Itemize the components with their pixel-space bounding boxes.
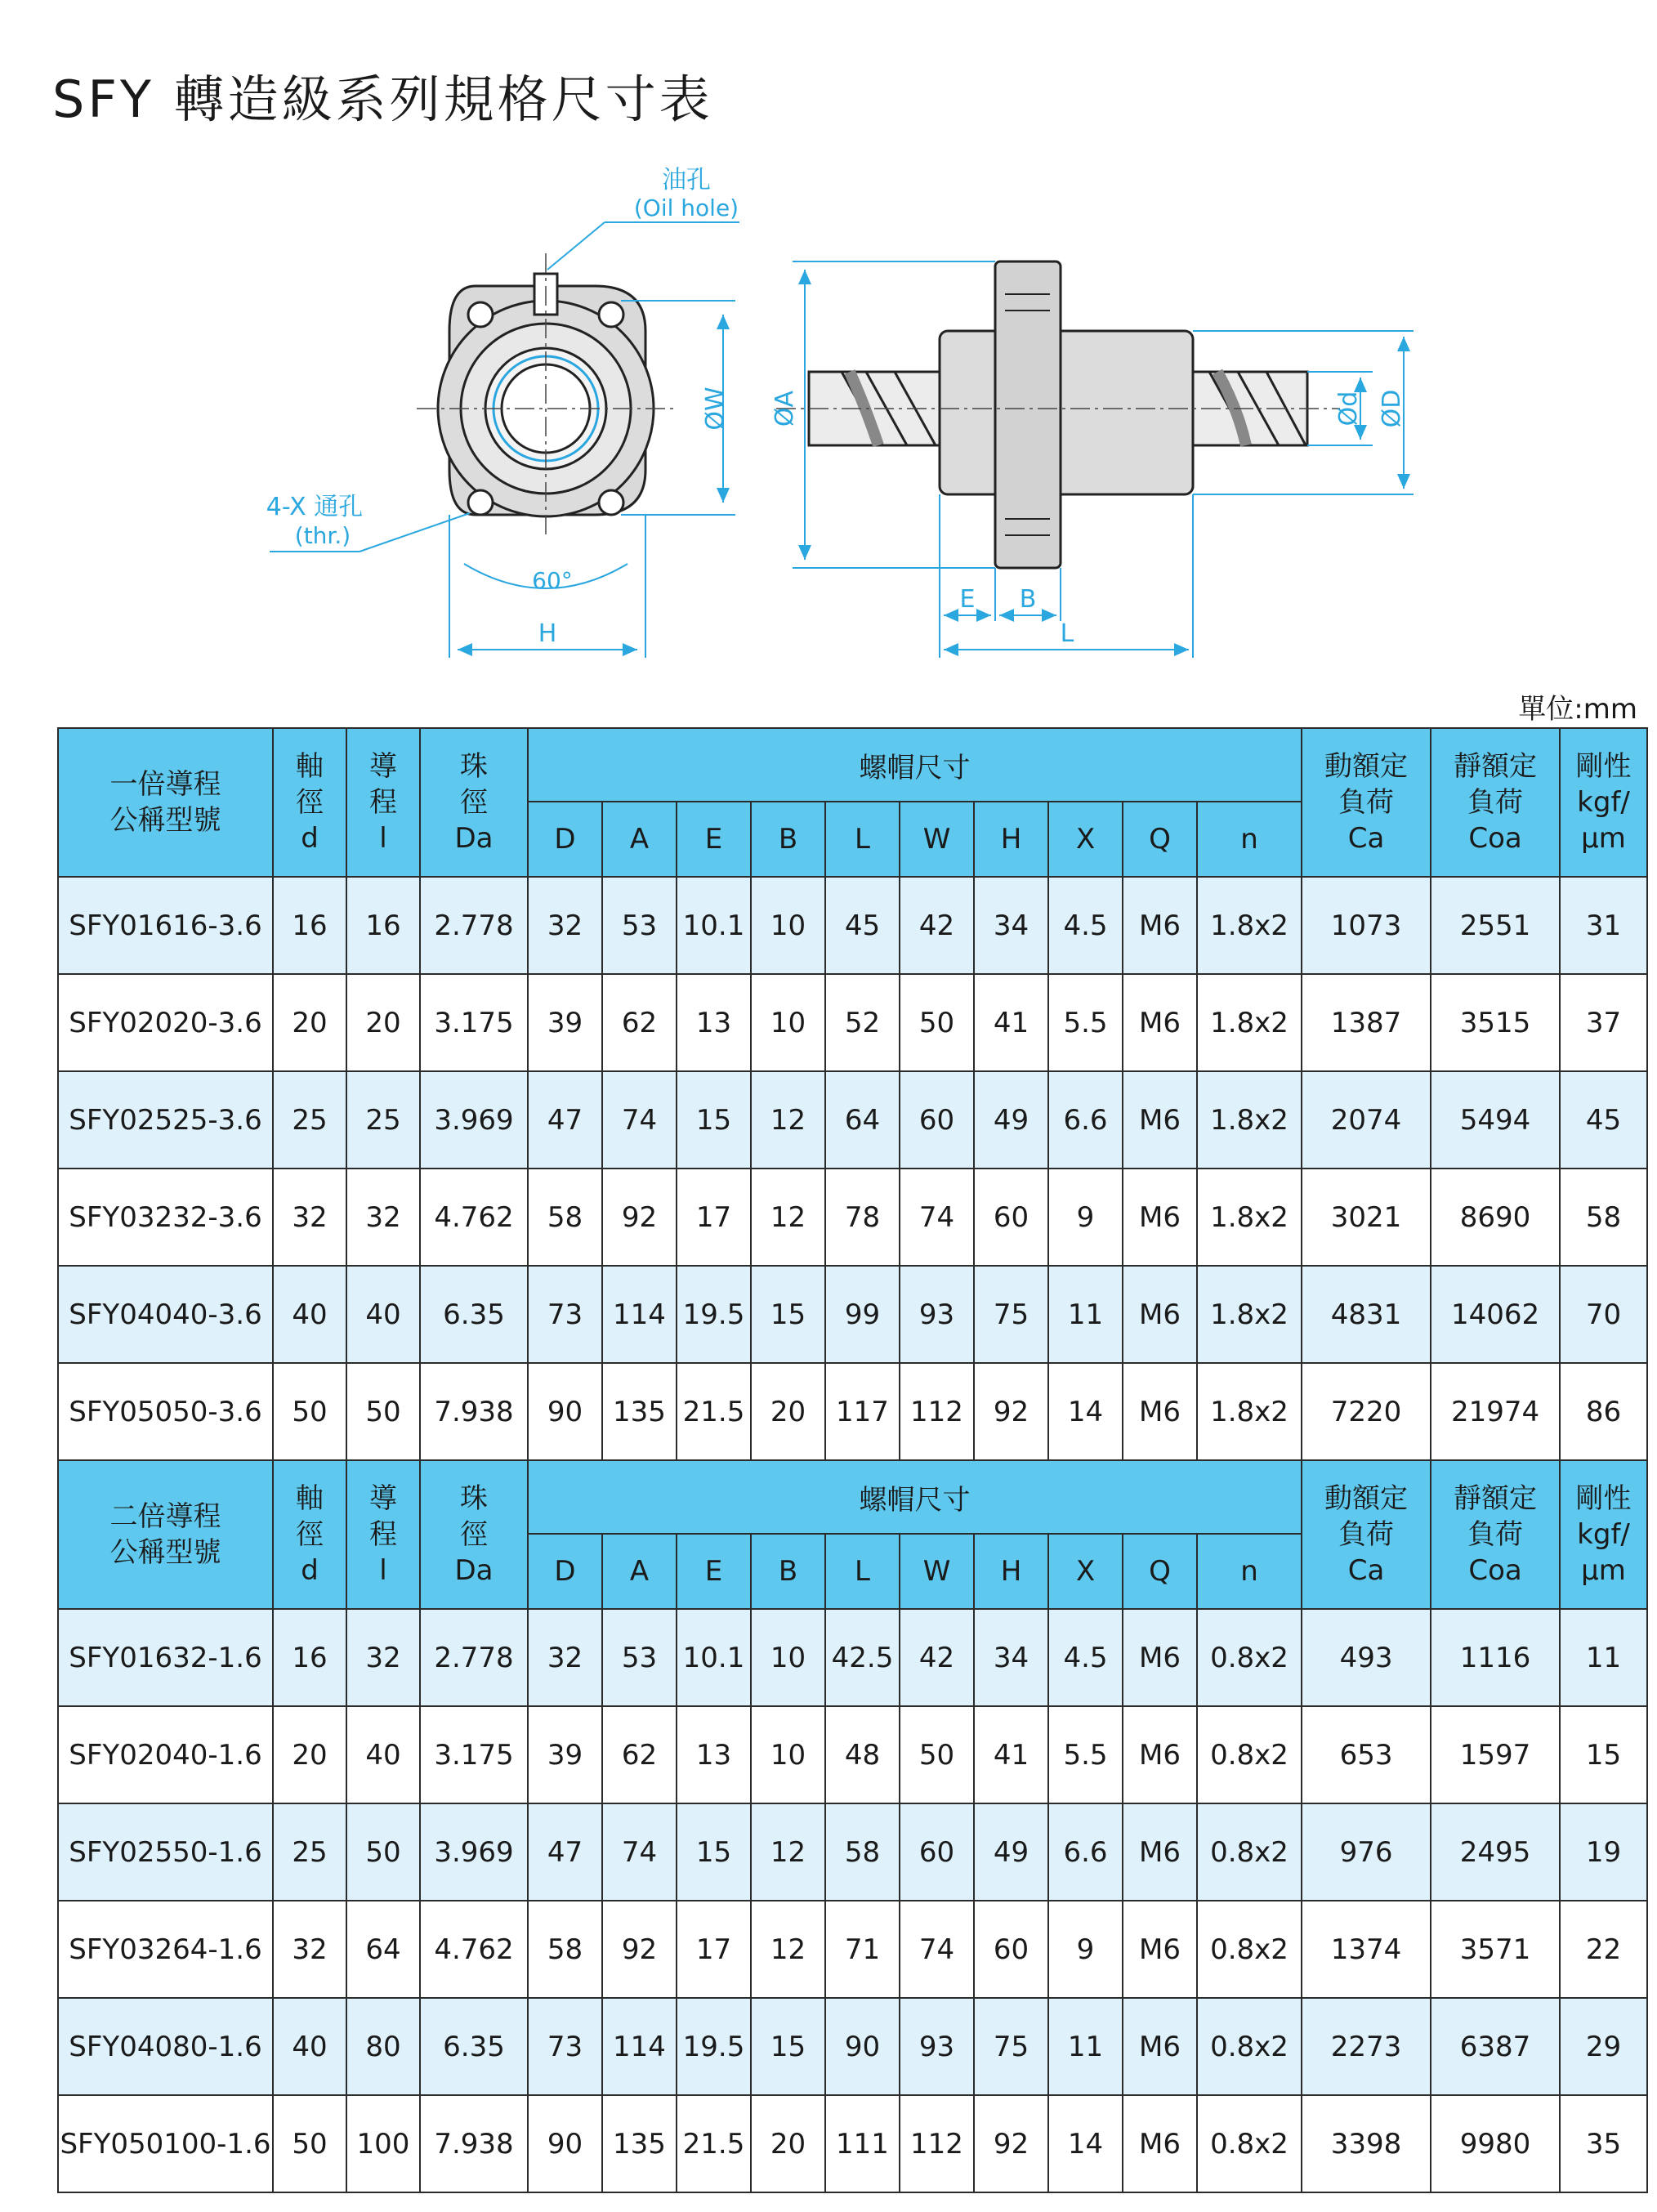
table-cell: 49 xyxy=(974,1803,1048,1901)
table-cell: 20 xyxy=(751,2095,825,2192)
table-cell: M6 xyxy=(1123,1706,1197,1803)
table-cell: 20 xyxy=(751,1363,825,1460)
table-cell: 10.1 xyxy=(677,877,751,974)
dynamic-load-header: 動額定 負荷 Ca xyxy=(1302,728,1431,877)
table-row xyxy=(58,1071,1647,1169)
col-header-x: X xyxy=(1048,1534,1123,1609)
table-cell: 16 xyxy=(273,1609,346,1706)
table-cell: 2551 xyxy=(1431,877,1560,974)
table-cell: 52 xyxy=(825,974,900,1071)
static-load-header: 靜額定 負荷 Coa xyxy=(1431,728,1560,877)
table-cell: 4.5 xyxy=(1048,877,1123,974)
table-cell: 42 xyxy=(900,877,974,974)
table-cell: 92 xyxy=(974,1363,1048,1460)
table-cell: 62 xyxy=(602,974,677,1071)
header-row xyxy=(58,1460,1647,1534)
flange xyxy=(995,261,1061,568)
table-cell: 4.5 xyxy=(1048,1609,1123,1706)
table-row xyxy=(58,877,1647,974)
col-header-e: E xyxy=(677,802,751,877)
table-cell: 50 xyxy=(273,2095,346,2192)
table-cell: 7.938 xyxy=(420,1363,528,1460)
table-cell: 0.8x2 xyxy=(1197,1706,1302,1803)
header-row xyxy=(58,728,1647,802)
table-cell: 34 xyxy=(974,877,1048,974)
table-cell: 10 xyxy=(751,1706,825,1803)
nut-dims-header: 螺帽尺寸 xyxy=(528,1460,1302,1534)
table-cell: 78 xyxy=(825,1169,900,1266)
col-header-w: W xyxy=(900,802,974,877)
table-cell: 653 xyxy=(1302,1706,1431,1803)
table-cell: M6 xyxy=(1123,1609,1197,1706)
table-cell: 90 xyxy=(528,2095,602,2192)
table-cell: 135 xyxy=(602,2095,677,2192)
table-cell: 11 xyxy=(1048,1998,1123,2095)
table-cell: 40 xyxy=(273,1266,346,1363)
col-header-q: Q xyxy=(1123,1534,1197,1609)
col-header-n: n xyxy=(1197,1534,1302,1609)
col-header-l: L xyxy=(825,802,900,877)
unit-label: 單位:mm xyxy=(1518,693,1637,726)
table-cell: 32 xyxy=(346,1169,420,1266)
table-cell: 3.175 xyxy=(420,974,528,1071)
table-cell: 2495 xyxy=(1431,1803,1560,1901)
table-cell: 10 xyxy=(751,974,825,1071)
table-cell: 12 xyxy=(751,1901,825,1998)
col-header-n: n xyxy=(1197,802,1302,877)
nut-dims-header: 螺帽尺寸 xyxy=(528,728,1302,802)
table-cell: 35 xyxy=(1560,2095,1647,2192)
page-title: SFY 轉造級系列規格尺寸表 xyxy=(52,69,713,129)
table-cell: 50 xyxy=(346,1803,420,1901)
lead-header: 導 程 l xyxy=(346,1460,420,1609)
table-cell: 53 xyxy=(602,877,677,974)
table-cell: 17 xyxy=(677,1169,751,1266)
table-cell: 19.5 xyxy=(677,1266,751,1363)
table-cell: 41 xyxy=(974,974,1048,1071)
model-cell: SFY04040-3.6 xyxy=(58,1266,273,1363)
table-cell: 112 xyxy=(900,1363,974,1460)
section-two-lead xyxy=(58,1460,1647,2192)
table-cell: 25 xyxy=(346,1071,420,1169)
table-cell: 25 xyxy=(273,1071,346,1169)
table-cell: 1374 xyxy=(1302,1901,1431,1998)
table-cell: 93 xyxy=(900,1266,974,1363)
table-cell: 50 xyxy=(900,1706,974,1803)
side-view xyxy=(770,261,1414,658)
table-cell: 60 xyxy=(974,1169,1048,1266)
table-row xyxy=(58,1803,1647,1901)
col-header-h: H xyxy=(974,802,1048,877)
table-cell: 114 xyxy=(602,1998,677,2095)
table-cell: 93 xyxy=(900,1998,974,2095)
table-cell: 3571 xyxy=(1431,1901,1560,1998)
table-cell: 117 xyxy=(825,1363,900,1460)
table-cell: 1.8x2 xyxy=(1197,877,1302,974)
model-cell: SFY01616-3.6 xyxy=(58,877,273,974)
rigidity-header: 剛性 kgf/ μm xyxy=(1560,1460,1647,1609)
ball-header: 珠 徑 Da xyxy=(420,728,528,877)
model-cell: SFY03232-3.6 xyxy=(58,1169,273,1266)
col-header-e: E xyxy=(677,1534,751,1609)
table-cell: 45 xyxy=(1560,1071,1647,1169)
table-cell: 2.778 xyxy=(420,877,528,974)
model-cell: SFY02020-3.6 xyxy=(58,974,273,1071)
table-cell: 19 xyxy=(1560,1803,1647,1901)
col-header-b: B xyxy=(751,1534,825,1609)
table-cell: 135 xyxy=(602,1363,677,1460)
table-cell: 75 xyxy=(974,1998,1048,2095)
col-header-d: D xyxy=(528,802,602,877)
table-cell: 9 xyxy=(1048,1169,1123,1266)
table-cell: 9980 xyxy=(1431,2095,1560,2192)
table-cell: 60 xyxy=(900,1071,974,1169)
table-cell: 58 xyxy=(1560,1169,1647,1266)
table-cell: 976 xyxy=(1302,1803,1431,1901)
table-cell: M6 xyxy=(1123,974,1197,1071)
table-cell: 92 xyxy=(602,1169,677,1266)
table-cell: 10 xyxy=(751,1609,825,1706)
table-cell: 11 xyxy=(1560,1609,1647,1706)
table-cell: 32 xyxy=(528,877,602,974)
table-cell: 86 xyxy=(1560,1363,1647,1460)
table-cell: 1597 xyxy=(1431,1706,1560,1803)
bolt-hole xyxy=(468,302,493,327)
table-cell: 6387 xyxy=(1431,1998,1560,2095)
rigidity-header: 剛性 kgf/ μm xyxy=(1560,728,1647,877)
table-row xyxy=(58,1901,1647,1998)
table-cell: 8690 xyxy=(1431,1169,1560,1266)
table-cell: 41 xyxy=(974,1706,1048,1803)
table-cell: 90 xyxy=(528,1363,602,1460)
model-cell: SFY05050-3.6 xyxy=(58,1363,273,1460)
d-label: Ød xyxy=(1334,391,1363,427)
table-cell: 1073 xyxy=(1302,877,1431,974)
table-cell: 62 xyxy=(602,1706,677,1803)
bolt-hole xyxy=(468,490,493,515)
table-cell: 14 xyxy=(1048,1363,1123,1460)
table-cell: 14 xyxy=(1048,2095,1123,2192)
table-cell: M6 xyxy=(1123,1803,1197,1901)
thr-en: (thr.) xyxy=(294,522,351,549)
col-header-d: D xyxy=(528,1534,602,1609)
table-cell: 5.5 xyxy=(1048,974,1123,1071)
spec-table xyxy=(57,727,1648,2193)
bigd-label: ØD xyxy=(1378,389,1406,428)
lead-header: 導 程 l xyxy=(346,728,420,877)
oil-hole-en: (Oil hole) xyxy=(633,194,739,221)
table-cell: 6.35 xyxy=(420,1998,528,2095)
table-cell: 0.8x2 xyxy=(1197,2095,1302,2192)
table-cell: 0.8x2 xyxy=(1197,1901,1302,1998)
table-cell: 74 xyxy=(602,1071,677,1169)
ball-nut-diagram xyxy=(0,155,1657,678)
col-header-l: L xyxy=(825,1534,900,1609)
table-cell: 75 xyxy=(974,1266,1048,1363)
model-header: 一倍導程 公稱型號 xyxy=(58,728,273,877)
table-cell: 20 xyxy=(273,974,346,1071)
nut-body xyxy=(940,331,1193,494)
dynamic-load-header: 動額定 負荷 Ca xyxy=(1302,1460,1431,1609)
table-cell: 493 xyxy=(1302,1609,1431,1706)
table-cell: 1387 xyxy=(1302,974,1431,1071)
bolt-hole xyxy=(599,490,623,515)
model-cell: SFY050100-1.6 xyxy=(58,2095,273,2192)
table-cell: M6 xyxy=(1123,1266,1197,1363)
table-cell: 15 xyxy=(677,1071,751,1169)
table-cell: 32 xyxy=(346,1609,420,1706)
table-cell: 49 xyxy=(974,1071,1048,1169)
table-cell: 73 xyxy=(528,1266,602,1363)
table-cell: 6.6 xyxy=(1048,1071,1123,1169)
model-cell: SFY04080-1.6 xyxy=(58,1998,273,2095)
table-cell: 32 xyxy=(528,1609,602,1706)
table-cell: 15 xyxy=(1560,1706,1647,1803)
table-cell: 2.778 xyxy=(420,1609,528,1706)
table-cell: 15 xyxy=(751,1266,825,1363)
shaft-header: 軸 徑 d xyxy=(273,1460,346,1609)
static-load-header: 靜額定 負荷 Coa xyxy=(1431,1460,1560,1609)
table-cell: 100 xyxy=(346,2095,420,2192)
table-cell: 90 xyxy=(825,1998,900,2095)
table-cell: 17 xyxy=(677,1901,751,1998)
table-cell: 92 xyxy=(974,2095,1048,2192)
table-cell: 10 xyxy=(751,877,825,974)
table-cell: 5494 xyxy=(1431,1071,1560,1169)
table-cell: 48 xyxy=(825,1706,900,1803)
table-cell: 111 xyxy=(825,2095,900,2192)
table-cell: 50 xyxy=(346,1363,420,1460)
table-cell: 3398 xyxy=(1302,2095,1431,2192)
table-cell: 1.8x2 xyxy=(1197,1363,1302,1460)
table-cell: 92 xyxy=(602,1901,677,1998)
table-cell: 7.938 xyxy=(420,2095,528,2192)
table-cell: 1.8x2 xyxy=(1197,1266,1302,1363)
table-cell: 5.5 xyxy=(1048,1706,1123,1803)
table-cell: 112 xyxy=(900,2095,974,2192)
w-label: ØW xyxy=(701,387,730,431)
table-cell: 21.5 xyxy=(677,2095,751,2192)
table-cell: 16 xyxy=(273,877,346,974)
table-cell: 15 xyxy=(751,1998,825,2095)
table-cell: 4831 xyxy=(1302,1266,1431,1363)
table-cell: 1116 xyxy=(1431,1609,1560,1706)
table-cell: 3.969 xyxy=(420,1803,528,1901)
table-cell: M6 xyxy=(1123,2095,1197,2192)
table-row xyxy=(58,1706,1647,1803)
col-header-x: X xyxy=(1048,802,1123,877)
table-cell: 2074 xyxy=(1302,1071,1431,1169)
table-cell: 50 xyxy=(900,974,974,1071)
table-cell: 21974 xyxy=(1431,1363,1560,1460)
table-cell: 40 xyxy=(346,1706,420,1803)
table-cell: 47 xyxy=(528,1803,602,1901)
table-cell: 12 xyxy=(751,1169,825,1266)
table-cell: 7220 xyxy=(1302,1363,1431,1460)
table-cell: 39 xyxy=(528,1706,602,1803)
table-cell: 14062 xyxy=(1431,1266,1560,1363)
col-header-a: A xyxy=(602,1534,677,1609)
table-cell: 3515 xyxy=(1431,974,1560,1071)
table-row xyxy=(58,1169,1647,1266)
table-cell: 45 xyxy=(825,877,900,974)
table-row xyxy=(58,1609,1647,1706)
table-cell: 1.8x2 xyxy=(1197,974,1302,1071)
ball-header: 珠 徑 Da xyxy=(420,1460,528,1609)
table-cell: 114 xyxy=(602,1266,677,1363)
table-cell: 99 xyxy=(825,1266,900,1363)
table-cell: 12 xyxy=(751,1071,825,1169)
table-row xyxy=(58,2095,1647,2192)
table-cell: 80 xyxy=(346,1998,420,2095)
table-cell: 0.8x2 xyxy=(1197,1998,1302,2095)
a-label: ØA xyxy=(770,390,799,427)
table-cell: 31 xyxy=(1560,877,1647,974)
table-cell: 34 xyxy=(974,1609,1048,1706)
table-cell: 39 xyxy=(528,974,602,1071)
table-cell: 58 xyxy=(825,1803,900,1901)
table-cell: 20 xyxy=(346,974,420,1071)
bolt-hole xyxy=(599,302,623,327)
table-cell: 40 xyxy=(346,1266,420,1363)
table-cell: M6 xyxy=(1123,1169,1197,1266)
table-cell: 10.1 xyxy=(677,1609,751,1706)
table-row xyxy=(58,1266,1647,1363)
col-header-q: Q xyxy=(1123,802,1197,877)
table-cell: 42 xyxy=(900,1609,974,1706)
table-cell: M6 xyxy=(1123,877,1197,974)
table-cell: 32 xyxy=(273,1901,346,1998)
table-cell: 74 xyxy=(900,1901,974,1998)
table-cell: 0.8x2 xyxy=(1197,1609,1302,1706)
table-cell: 71 xyxy=(825,1901,900,1998)
table-cell: M6 xyxy=(1123,1071,1197,1169)
table-cell: 11 xyxy=(1048,1266,1123,1363)
table-cell: 42.5 xyxy=(825,1609,900,1706)
table-cell: 15 xyxy=(677,1803,751,1901)
table-cell: 20 xyxy=(273,1706,346,1803)
table-row xyxy=(58,974,1647,1071)
table-cell: 58 xyxy=(528,1169,602,1266)
table-cell: 21.5 xyxy=(677,1363,751,1460)
table-cell: 12 xyxy=(751,1803,825,1901)
table-cell: M6 xyxy=(1123,1363,1197,1460)
table-cell: 3.969 xyxy=(420,1071,528,1169)
table-cell: 37 xyxy=(1560,974,1647,1071)
table-cell: 6.6 xyxy=(1048,1803,1123,1901)
shaft-header: 軸 徑 d xyxy=(273,728,346,877)
col-header-w: W xyxy=(900,1534,974,1609)
table-cell: 13 xyxy=(677,974,751,1071)
table-cell: 74 xyxy=(602,1803,677,1901)
table-cell: 60 xyxy=(900,1803,974,1901)
table-cell: 47 xyxy=(528,1071,602,1169)
table-cell: 64 xyxy=(825,1071,900,1169)
col-header-a: A xyxy=(602,802,677,877)
model-cell: SFY02040-1.6 xyxy=(58,1706,273,1803)
model-header: 二倍導程 公稱型號 xyxy=(58,1460,273,1609)
table-cell: 9 xyxy=(1048,1901,1123,1998)
table-cell: 60 xyxy=(974,1901,1048,1998)
table-cell: 0.8x2 xyxy=(1197,1803,1302,1901)
table-cell: 58 xyxy=(528,1901,602,1998)
model-cell: SFY02550-1.6 xyxy=(58,1803,273,1901)
b-label: B xyxy=(1019,585,1037,614)
angle-label: 60° xyxy=(532,567,573,594)
model-cell: SFY01632-1.6 xyxy=(58,1609,273,1706)
l-label: L xyxy=(1060,619,1074,648)
front-view xyxy=(266,166,739,658)
table-cell: 22 xyxy=(1560,1901,1647,1998)
table-cell: 25 xyxy=(273,1803,346,1901)
col-header-b: B xyxy=(751,802,825,877)
table-cell: 70 xyxy=(1560,1266,1647,1363)
table-cell: 73 xyxy=(528,1998,602,2095)
table-cell: 6.35 xyxy=(420,1266,528,1363)
section-one-lead xyxy=(58,728,1647,1460)
table-row xyxy=(58,1998,1647,2095)
model-cell: SFY02525-3.6 xyxy=(58,1071,273,1169)
table-cell: 3021 xyxy=(1302,1169,1431,1266)
table-cell: 4.762 xyxy=(420,1169,528,1266)
thr-cn: 4-X 通孔 xyxy=(266,493,364,521)
table-cell: 1.8x2 xyxy=(1197,1071,1302,1169)
table-cell: 40 xyxy=(273,1998,346,2095)
table-row xyxy=(58,1363,1647,1460)
col-header-h: H xyxy=(974,1534,1048,1609)
oil-hole-cn: 油孔 xyxy=(662,166,711,194)
model-cell: SFY03264-1.6 xyxy=(58,1901,273,1998)
h-label: H xyxy=(538,619,557,648)
table-cell: 4.762 xyxy=(420,1901,528,1998)
table-cell: 2273 xyxy=(1302,1998,1431,2095)
table-cell: 19.5 xyxy=(677,1998,751,2095)
table-cell: 29 xyxy=(1560,1998,1647,2095)
table-cell: 1.8x2 xyxy=(1197,1169,1302,1266)
table-cell: 74 xyxy=(900,1169,974,1266)
table-cell: 64 xyxy=(346,1901,420,1998)
table-cell: 3.175 xyxy=(420,1706,528,1803)
table-cell: 50 xyxy=(273,1363,346,1460)
table-cell: 32 xyxy=(273,1169,346,1266)
table-cell: 16 xyxy=(346,877,420,974)
table-cell: M6 xyxy=(1123,1998,1197,2095)
table-cell: 53 xyxy=(602,1609,677,1706)
table-cell: M6 xyxy=(1123,1901,1197,1998)
table-cell: 13 xyxy=(677,1706,751,1803)
e-label: E xyxy=(959,585,976,614)
